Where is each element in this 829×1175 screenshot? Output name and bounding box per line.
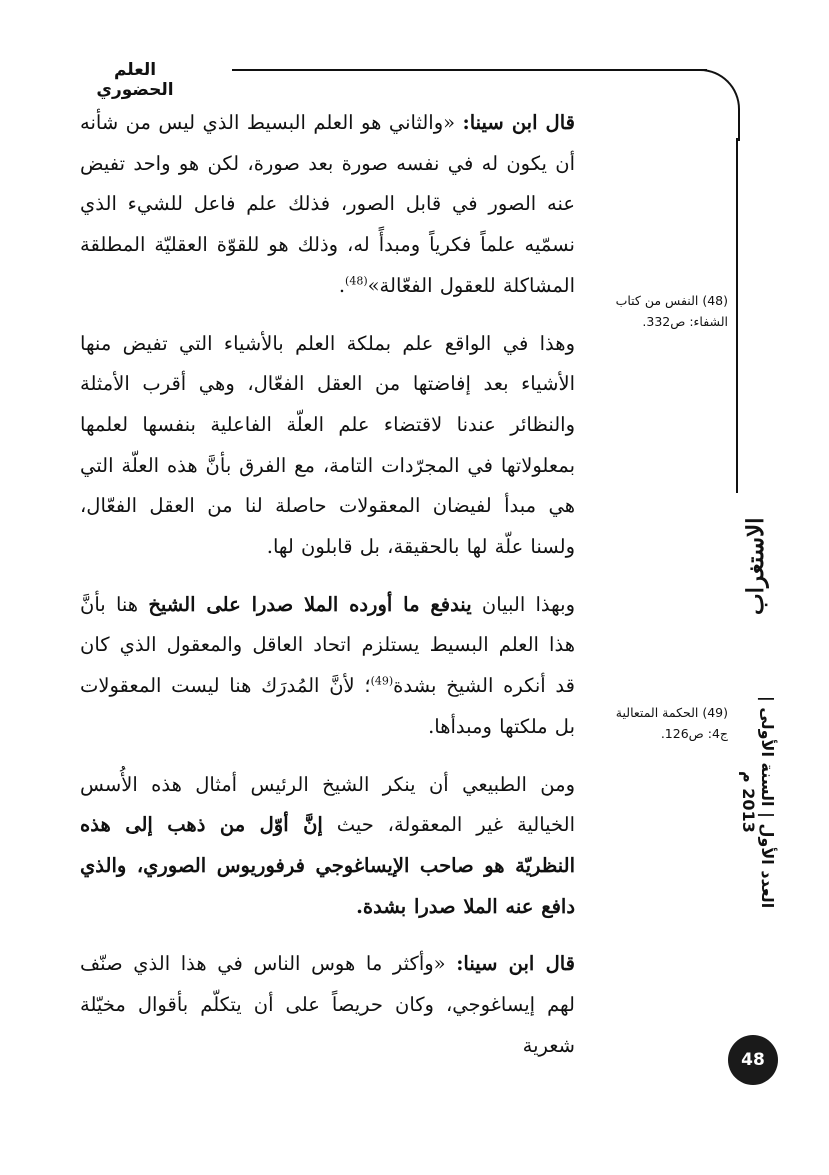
footnote-ref-49[interactable]: (49) (370, 674, 394, 688)
page-number: 48 (728, 1035, 778, 1085)
running-head-title: العلم الحضوري (96, 60, 174, 100)
speaker-label: قال ابن سينا: (456, 952, 575, 976)
paragraph-5 (80, 944, 575, 1066)
footnote-49: (49) الحكمة المتعالية ج4: ص126. (615, 705, 728, 741)
paragraph-text: «وأكثر ما هوس الناس في هذا الذي صنّف لهم إيساغوجي، وكان حريصاً على أن يتكلّم بأقوال مخيّلة شعرية (80, 952, 575, 1057)
issue-line: العدد الأول | السنة الأولى | 2013 م (739, 695, 777, 909)
frame-corner-curve (690, 69, 740, 141)
paragraph-tail: ؛ لأنَّ المُدرَك هنا ليست المعقولات بل ملكتها ومبدأها. (80, 674, 575, 738)
paragraph-2 (80, 324, 575, 568)
main-text (80, 103, 575, 1083)
emphasized-text: يندفع ما أورده الملا صدرا على الشيخ (148, 592, 472, 616)
paragraph-text: وهذا في الواقع علم بملكة العلم بالأشياء التي تفيض منها الأشياء بعد إفاضتها من العقل الفعّال، وهي أقرب الأمثلة والنظائر عندنا لاقتضاء علم العلّة الفاعلية بنفسها لعلمها بمعلولاتها في المجرّدات التامة، مع الفرق بأنَّ هذه العلّة التي هي مبدأ لفيضان المعقولات حاصلة لنا من العقل الفعّال، ولسنا علّة لها بالحقيقة، بل قابلون لها. (80, 331, 575, 559)
footnote-ref-48[interactable]: (48) (345, 274, 368, 288)
paragraph-text: ومن الطبيعي أن ينكر الشيخ الرئيس أمثال هذه الأُسس الخيالية غير المعقولة، حيث (80, 772, 576, 837)
paragraph-4 (80, 765, 575, 928)
paragraph-lead: وبهذا البيان (471, 592, 576, 616)
paragraph-3 (80, 585, 575, 748)
header-rule (232, 69, 707, 71)
paragraph-text: «والثاني هو العلم البسيط الذي ليس من شأنه أن يكون له في نفسه صورة بعد صورة، لكن هو واحد تفيض عنه الصور في قابل الصور، فذلك علم فاعل للشيء الذي نسمّيه علماً فكرياً ومبدأً له، وذلك هو للقوّة العقليّة المطلقة المشاكلة للعقول الفعّالة» (80, 111, 575, 297)
emphasized-text: إنَّ أوّل من ذهب إلى هذه النظريّة هو صاحب الإيساغوجي فرفوريوس الصوري، والذي دافع عنه الملا صدرا بشدة. (80, 813, 575, 918)
paragraph-tail: . (338, 273, 346, 297)
frame-vertical-line (736, 138, 738, 493)
speaker-label: قال ابن سينا: (462, 111, 575, 134)
footnote-48: (48) النفس من كتاب الشفاء: ص332. (615, 293, 728, 329)
journal-logo: الاستغراب (742, 517, 769, 615)
paragraph-1 (80, 103, 575, 307)
paragraph-text: هنا بأنَّ هذا العلم البسيط يستلزم اتحاد العاقل والمعقول الذي كان قد أنكره الشيخ بشدة (80, 592, 575, 698)
